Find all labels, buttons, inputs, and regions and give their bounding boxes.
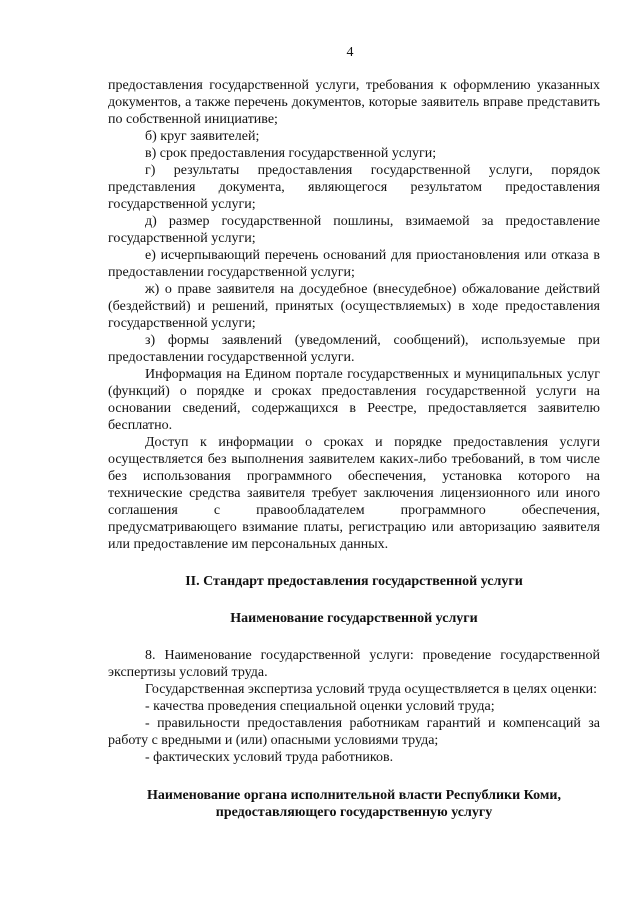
list-item-g: г) результаты предоставления государственной услуги, порядок представления документа, являющегося результатом предоставления государственной услуги; — [108, 163, 600, 212]
list-item-z: з) формы заявлений (уведомлений, сообщений), используемые при предоставлении государственной услуги. — [108, 333, 600, 365]
list-item-zh: ж) о праве заявителя на досудебное (внесудебное) обжалование действий (бездействий) и решений, принятых (осуществляемых) в ходе предоставления государственной услуги; — [108, 282, 600, 331]
page-number: 4 — [346, 45, 354, 60]
document-body — [108, 77, 600, 821]
organ-heading-line2: предоставляющего государственную услугу — [215, 805, 493, 820]
paragraph-portal-info: Информация на Едином портале государственных и муниципальных услуг (функций) о порядке и сроках предоставления государственной услуги на основании сведений, содержащихся в Реестре, предоставляется заявителю бесплатно. — [108, 367, 600, 433]
organ-heading-line1: Наименование органа исполнительной власти Республики Коми, — [147, 788, 561, 803]
list-item-guarantees: - правильности предоставления работникам гарантий и компенсаций за работу с вредными и (или) опасными условиями труда; — [108, 716, 600, 748]
list-item-d: д) размер государственной пошлины, взимаемой за предоставление государственной услуги; — [108, 214, 600, 246]
paragraph-intro: предоставления государственной услуги, требования к оформлению указанных документов, а также перечень документов, которые заявитель вправе представить по собственной инициативе; — [108, 78, 600, 127]
list-item-quality: - качества проведения специальной оценки условий труда; — [145, 699, 495, 714]
paragraph-access: Доступ к информации о сроках и порядке предоставления услуги осуществляется без выполнения заявителем каких-либо требований, в том числе без использования программного обеспечения, установка которого на технические средства заявителя требует заключения лицензионного или иного соглашения с правообладателем программного обеспечения, предусматривающего взимание платы, регистрацию или авторизацию заявителя или предоставление им персональных данных. — [108, 435, 600, 552]
section-heading: II. Стандарт предоставления государственной услуги — [185, 574, 523, 589]
list-item-e: е) исчерпывающий перечень оснований для приостановления или отказа в предоставлении государственной услуги; — [108, 248, 600, 280]
paragraph-8: 8. Наименование государственной услуги: проведение государственной экспертизы условий труда. — [108, 648, 600, 680]
subsection-heading-service-name: Наименование государственной услуги — [230, 611, 478, 626]
subsection-heading-organ — [108, 787, 600, 821]
list-item-b: б) круг заявителей; — [145, 129, 260, 144]
list-item-actual-conditions: - фактических условий труда работников. — [145, 750, 394, 765]
list-item-v: в) срок предоставления государственной услуги; — [145, 146, 437, 161]
paragraph-expertise: Государственная экспертиза условий труда осуществляется в целях оценки: — [145, 682, 597, 697]
